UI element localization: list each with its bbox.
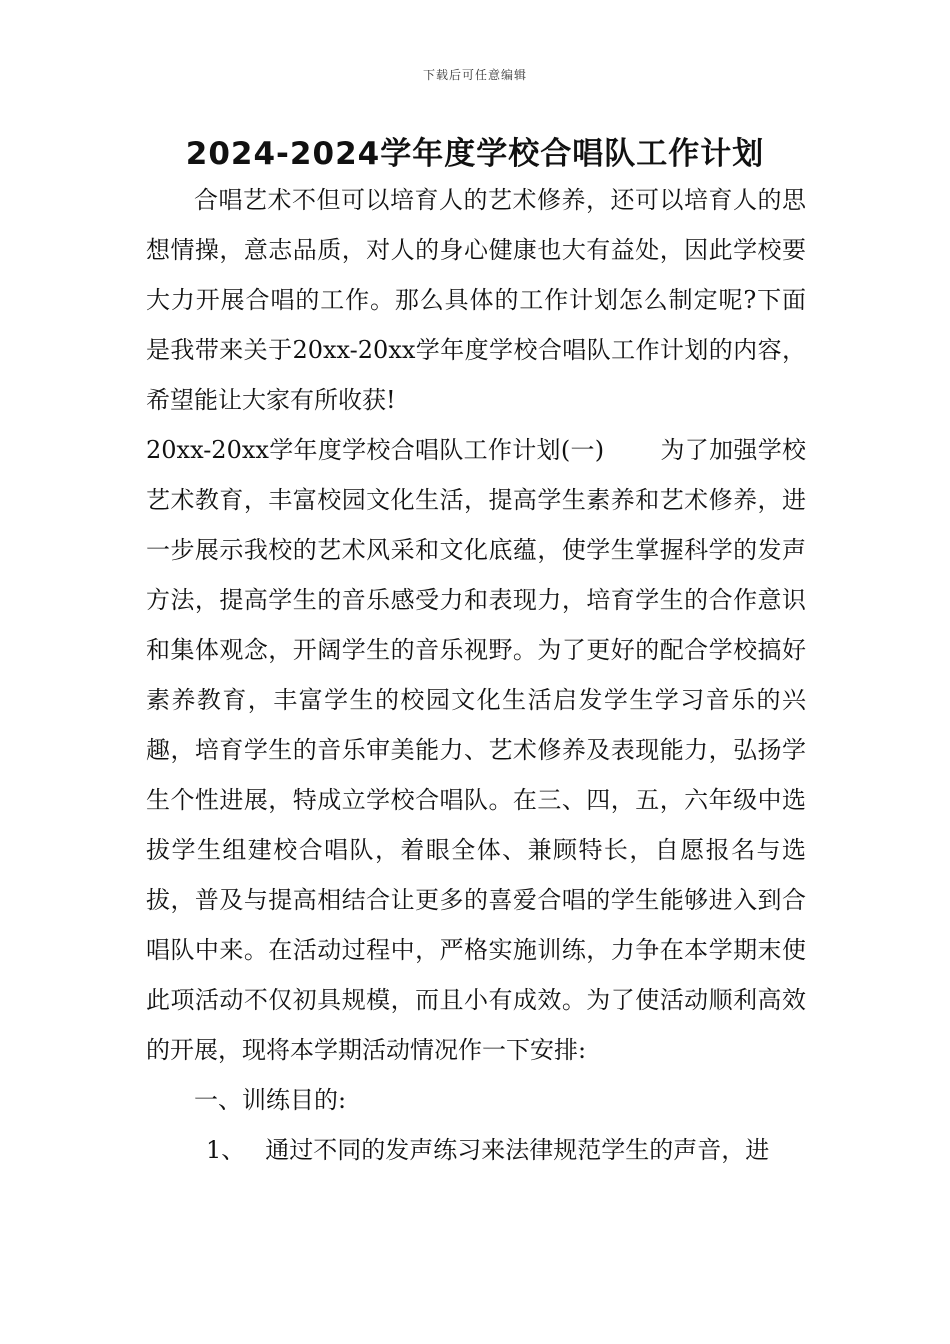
subheading-training-purpose: 一、训练目的: <box>194 1086 347 1114</box>
list-item-1-text: 通过不同的发声练习来法律规范学生的声音，进 <box>265 1136 770 1164</box>
list-item-1-number: 1、 <box>206 1136 246 1164</box>
document-body <box>146 175 806 1175</box>
page-header-note: 下载后可任意编辑 <box>422 68 527 82</box>
list-item-1 <box>206 1125 806 1175</box>
intro-paragraph: 合唱艺术不但可以培育人的艺术修养，还可以培育人的思想情操，意志品质，对人的身心健康也大有益处，因此学校要大力开展合唱的工作。那么具体的工作计划怎么制定呢?下面是我带来关于20xx-20xx学年度学校合唱队工作计划的内容，希望能让大家有所收获! <box>146 186 806 414</box>
section-body: 为了加强学校艺术教育，丰富校园文化生活，提高学生素养和艺术修养，进一步展示我校的艺术风采和文化底蕴，使学生掌握科学的发声方法，提高学生的音乐感受力和表现力，培育学生的合作意识和集体观念，开阔学生的音乐视野。为了更好的配合学校搞好素养教育，丰富学生的校园文化生活启发学生学习音乐的兴趣，培育学生的音乐审美能力、艺术修养及表现能力，弘扬学生个性进展，特成立学校合唱队。在三、四，五，六年级中选拔学生组建校合唱队，着眼全体、兼顾特长，自愿报名与选拔，普及与提高相结合让更多的喜爱合唱的学生能够进入到合唱队中来。在活动过程中，严格实施训练，力争在本学期末使此项活动不仅初具规模，而且小有成效。为了使活动顺利高效的开展，现将本学期活动情况作一下安排: <box>146 436 807 1064</box>
document-title: 2024-2024学年度学校合唱队工作计划 <box>185 136 765 172</box>
section-paragraph <box>146 425 806 1075</box>
section-heading: 20xx-20xx学年度学校合唱队工作计划(一) <box>146 436 605 464</box>
